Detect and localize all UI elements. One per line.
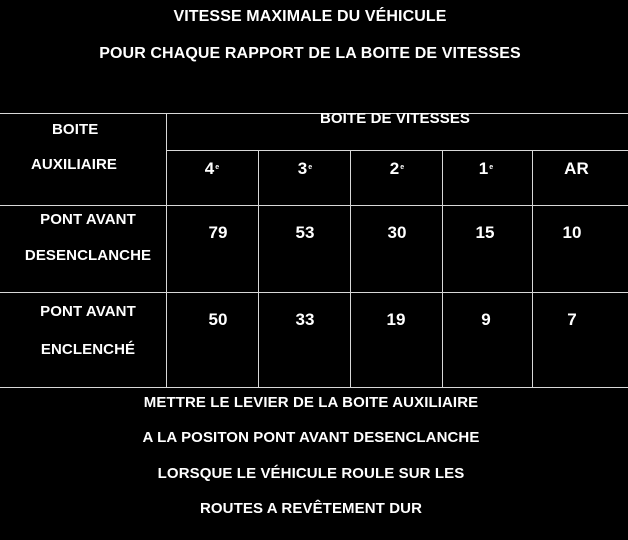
speed-value: 7 <box>567 310 577 329</box>
gearbox-header: BOITE DE VITESSES <box>319 110 471 127</box>
speed-value: 50 <box>208 310 228 329</box>
title-line-2: POUR CHAQUE RAPPORT DE LA BOITE DE VITESSES <box>99 45 521 62</box>
speed-value: 33 <box>295 310 315 329</box>
speed-value: 79 <box>208 223 228 242</box>
column-divider-3 <box>442 150 443 387</box>
row-divider <box>0 292 628 293</box>
row-label-line-1: PONT AVANT <box>40 303 136 320</box>
title-line-1: VITESSE MAXIMALE DU VÉHICULE <box>173 8 447 25</box>
table-bottom-border <box>0 387 628 388</box>
speed-value: 30 <box>387 223 407 242</box>
row-label-line-2: DESENCLANCHE <box>24 247 152 264</box>
gear-header-4: 4e <box>204 159 220 178</box>
gear-header-2: 2e <box>389 159 405 178</box>
gear-header-reverse: AR <box>564 159 589 178</box>
speed-value: 10 <box>562 223 582 242</box>
note-line-1: METTRE LE LEVIER DE LA BOITE AUXILIAIRE <box>143 394 479 411</box>
gear-header-divider <box>166 150 628 151</box>
table-top-border <box>0 113 628 114</box>
note-line-3: LORSQUE LE VÉHICULE ROULE SUR LES <box>157 465 465 482</box>
note-line-4: ROUTES A REVÊTEMENT DUR <box>199 500 423 517</box>
gear-header-3: 3e <box>297 159 313 178</box>
row-label-line-2: ENCLENCHÉ <box>40 341 136 358</box>
column-divider-2 <box>350 150 351 387</box>
column-divider-4 <box>532 150 533 387</box>
speed-value: 9 <box>481 310 491 329</box>
header-bottom-border <box>0 205 628 206</box>
aux-header-line-2: AUXILIAIRE <box>31 156 118 173</box>
speed-value: 19 <box>386 310 406 329</box>
speed-value: 53 <box>295 223 315 242</box>
speed-value: 15 <box>475 223 495 242</box>
column-divider-1 <box>258 150 259 387</box>
column-divider-aux <box>166 113 167 387</box>
note-line-2: A LA POSITON PONT AVANT DESENCLANCHE <box>142 429 480 446</box>
row-label-line-1: PONT AVANT <box>40 211 136 228</box>
aux-header-line-1: BOITE <box>52 121 99 138</box>
gear-header-1: 1e <box>478 159 494 178</box>
